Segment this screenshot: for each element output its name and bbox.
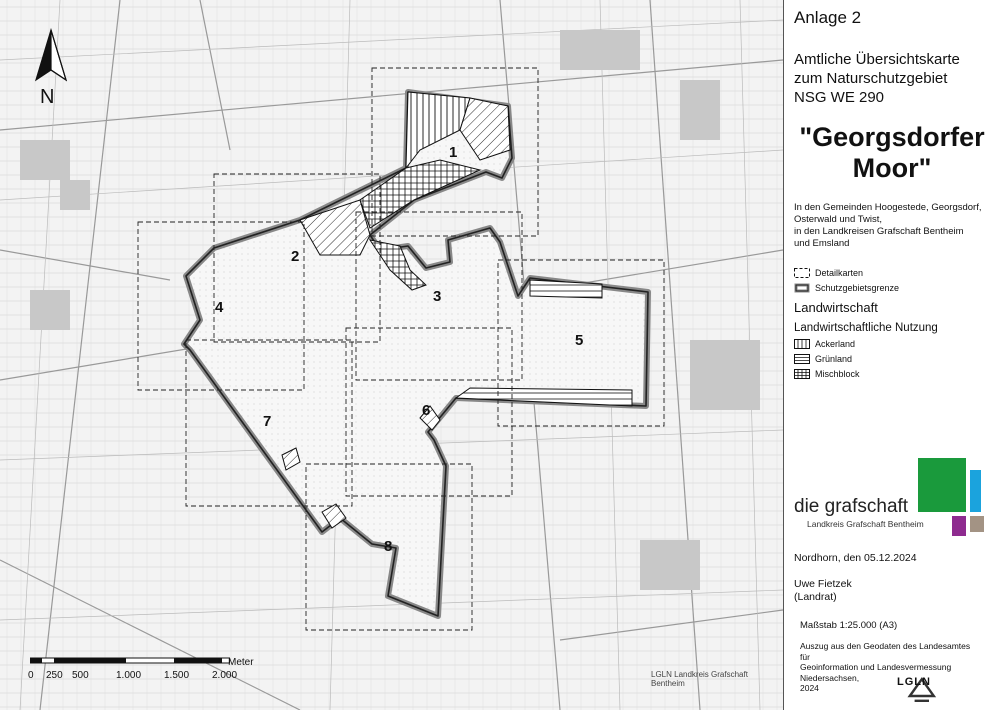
signer-title: (Landrat) bbox=[794, 591, 837, 603]
dashed-box-icon bbox=[794, 268, 810, 278]
subtitle bbox=[794, 50, 999, 107]
zone-label-2: 2 bbox=[291, 248, 300, 265]
legend-detailkarten bbox=[794, 268, 863, 278]
scale-tick: 2.000 bbox=[212, 670, 238, 681]
legend-panel bbox=[784, 0, 1000, 710]
zone-label-3: 3 bbox=[433, 288, 442, 305]
legend-heading: Landwirtschaft bbox=[794, 300, 878, 315]
zone-label-5: 5 bbox=[575, 332, 584, 349]
date-line: Nordhorn, den 05.12.2024 bbox=[794, 552, 917, 564]
zone-label-1: 1 bbox=[449, 144, 458, 161]
legend-mischblock bbox=[794, 369, 860, 379]
subtitle-line: zum Naturschutzgebiet bbox=[794, 70, 948, 87]
scale-tick: 0 bbox=[28, 670, 34, 681]
north-label: N bbox=[40, 86, 55, 108]
massstab: Maßstab 1:25.000 (A3) bbox=[800, 620, 898, 631]
lgln-name: LGLN bbox=[897, 676, 931, 688]
mischblock-swatch-icon bbox=[794, 369, 810, 379]
legend-label: Detailkarten bbox=[815, 268, 864, 278]
subtitle-line: Amtliche Übersichtskarte bbox=[794, 51, 960, 68]
page-title bbox=[792, 122, 992, 184]
scale-unit: Meter bbox=[228, 657, 254, 668]
scale-tick: 1.500 bbox=[164, 670, 190, 681]
boundary-icon bbox=[794, 283, 810, 293]
gemeinden-line: in den Landkreisen Grafschaft Bentheim bbox=[794, 226, 964, 237]
auszug-line: Geoinformation und Landesvermessung bbox=[800, 662, 952, 672]
anlage-label: Anlage 2 bbox=[794, 8, 862, 27]
zone-label-7: 7 bbox=[263, 413, 272, 430]
title-line: "Georgsdorfer bbox=[799, 122, 985, 152]
scale-tick: 500 bbox=[72, 670, 89, 681]
legend-subheading: Landwirtschaftliche Nutzung bbox=[794, 322, 938, 334]
gemeinden-line: Osterwald und Twist, bbox=[794, 214, 883, 225]
ackerland-swatch-icon bbox=[794, 339, 810, 349]
legend-gruenland bbox=[794, 354, 852, 364]
legend-label: Schutzgebietsgrenze bbox=[815, 283, 900, 293]
gemeinden-line: In den Gemeinden Hoogestede, Georgsdorf, bbox=[794, 202, 982, 213]
signer-name: Uwe Fietzek bbox=[794, 578, 852, 590]
zone-label-4: 4 bbox=[215, 299, 224, 316]
legend-label: Ackerland bbox=[815, 339, 856, 349]
legend-schutzgebietsgrenze bbox=[794, 283, 899, 293]
gruenland-swatch-icon bbox=[794, 354, 810, 364]
auszug-line: Auszug aus den Geodaten des Landesamtes für bbox=[800, 641, 971, 662]
zone-label-6: 6 bbox=[422, 402, 431, 419]
zone-label-8: 8 bbox=[384, 538, 393, 555]
legend-label: Mischblock bbox=[815, 369, 860, 379]
scale-tick: 250 bbox=[46, 670, 63, 681]
map-credit: LGLN Landkreis Grafschaft Bentheim bbox=[651, 670, 748, 688]
gemeinden-line: und Emsland bbox=[794, 238, 850, 249]
logo-sub: Landkreis Grafschaft Bentheim bbox=[807, 519, 924, 529]
subtitle-line: NSG WE 290 bbox=[794, 89, 885, 106]
title-line: Moor" bbox=[852, 153, 932, 183]
legend-ackerland bbox=[794, 339, 855, 349]
signer bbox=[794, 578, 852, 604]
scale-tick: 1.000 bbox=[116, 670, 142, 681]
legend-label: Grünland bbox=[815, 354, 853, 364]
logo-name: die grafschaft bbox=[794, 496, 909, 517]
grafschaft-logo-icon bbox=[918, 458, 988, 538]
auszug-line: 2024 bbox=[800, 683, 819, 693]
auszug-line: Niedersachsen, bbox=[800, 672, 860, 683]
gemeinden-text bbox=[794, 202, 999, 250]
